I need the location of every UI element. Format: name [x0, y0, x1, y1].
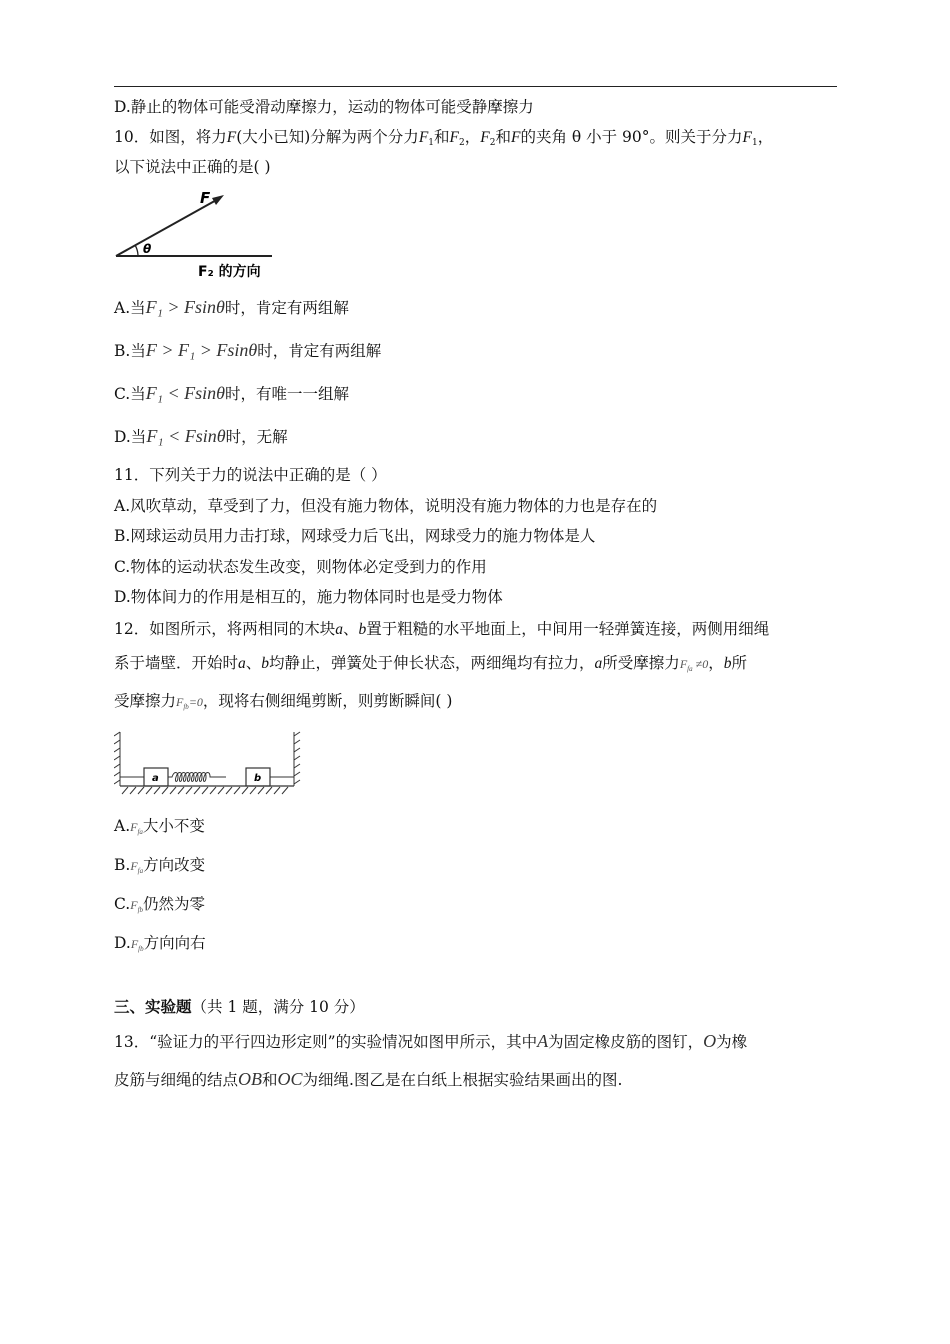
q11-option-d: D.物体间力的作用是相互的，施力物体同时也是受力物体 — [114, 588, 503, 606]
q11-stem: 11．下列关于力的说法中正确的是（ ） — [114, 466, 387, 484]
section-3-heading: 三、实验题（共 1 题，满分 10 分） — [114, 997, 365, 1016]
header-rule — [114, 86, 837, 87]
q13-stem-line1: 13．“验证力的平行四边形定则”的实验情况如图甲所示，其中A为固定橡皮筋的图钉，O为橡 — [114, 1031, 748, 1051]
q9-option-d: D.静止的物体可能受滑动摩擦力，运动的物体可能受静摩擦力 — [114, 98, 534, 116]
q11-option-b: B.网球运动员用力击打球，网球受力后飞出，网球受力的施力物体是人 — [114, 527, 596, 545]
q13-stem-line2: 皮筋与细绳的结点OB和OC为细绳.图乙是在白纸上根据实验结果画出的图. — [114, 1069, 623, 1089]
q12-block-a-label: a — [152, 773, 159, 784]
q10-option-c: C.当F₁ < Fsinθ时，有唯一一组解 — [114, 383, 349, 403]
q12-stem-line3: 受摩擦力$F_{fb}=0$，现将右侧细绳剪断，则剪断瞬间( ) — [114, 692, 453, 711]
q12-stem-line1: 12．如图所示，将两相同的木块a、b置于粗糙的水平地面上，中间用一轻弹簧连接，两侧用细绳 — [114, 620, 770, 638]
q10-stem-line2: 以下说法中正确的是( ) — [114, 158, 271, 176]
q10-option-b: B.当F > F₁ > Fsinθ时，肯定有两组解 — [114, 340, 382, 360]
q12-spring-figure — [114, 730, 304, 800]
q12-option-d: $D.F_{fb}$方向向右 — [114, 934, 206, 953]
q11-option-c: C.物体的运动状态发生改变，则物体必定受到力的作用 — [114, 558, 487, 576]
q12-block-b-label: b — [254, 773, 262, 784]
q11-option-a: A.风吹草动，草受到了力，但没有施力物体，说明没有施力物体的力也是存在的 — [114, 497, 658, 515]
q12-option-a: $A.F_{fa}$大小不变 — [114, 817, 205, 836]
q12-option-c: $C.F_{fb}$仍然为零 — [114, 895, 206, 914]
q10-option-a: A.当F₁ > Fsinθ时，肯定有两组解 — [114, 297, 349, 317]
q10-label-F: F — [200, 189, 211, 207]
q10-label-theta: θ — [143, 242, 152, 256]
q10-label-direction: F₂ 的方向 — [198, 264, 261, 280]
q10-force-figure — [112, 186, 282, 282]
q10-stem-line1: 10．如图，将力F(大小已知)分解为两个分力$F_1$和$F_2$，$F_2$和F的夹角 θ 小于 90°。则关于分力$F_1$， — [114, 128, 774, 148]
q12-stem-line2: 系于墙壁．开始时a、b均静止，弹簧处于伸长状态，两细绳均有拉力，a所受摩擦力$F_{fa} \ne 0$，b所 — [114, 654, 747, 673]
q12-option-b: $B.F_{fa}$方向改变 — [114, 856, 206, 875]
q10-option-d: D.当F₁ < Fsinθ时，无解 — [114, 426, 288, 446]
